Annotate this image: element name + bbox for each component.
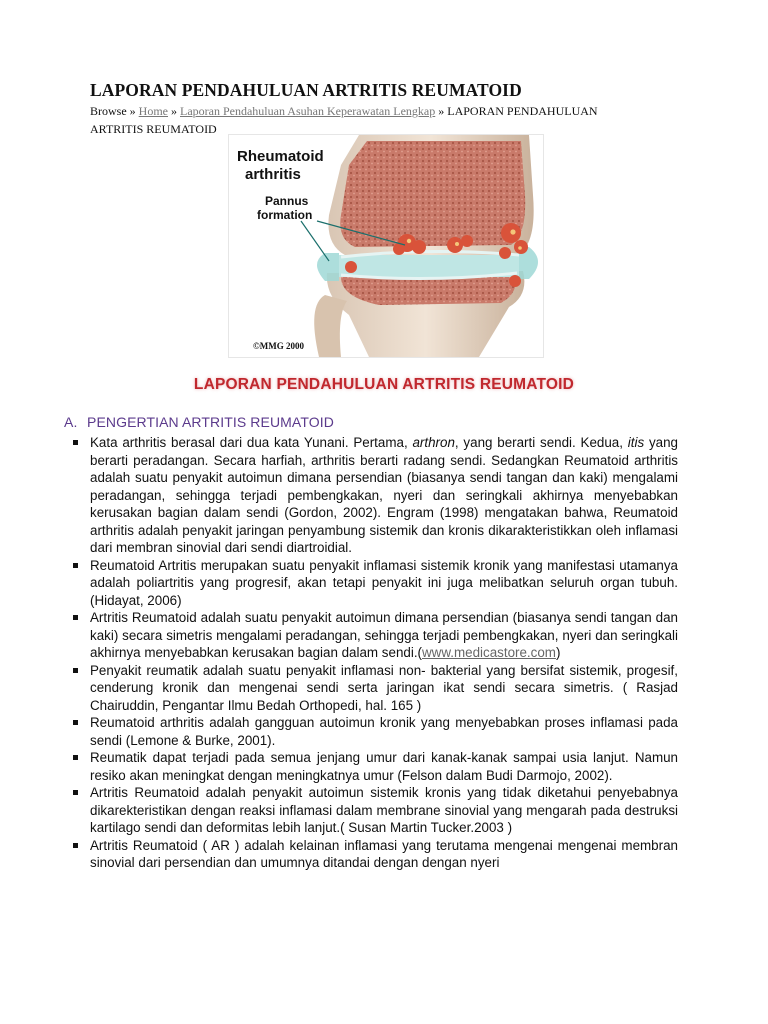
rheumatoid-arthritis-figure <box>228 134 544 358</box>
knee-joint-illustration <box>229 135 543 357</box>
femur-tissue <box>340 141 525 247</box>
list-item-emphasis: itis <box>627 435 645 450</box>
list-item <box>72 609 678 662</box>
synovial-membrane <box>317 253 339 281</box>
page-title: LAPORAN PENDAHULUAN ARTRITIS REUMATOID <box>90 80 522 100</box>
square-bullet-icon <box>73 615 78 620</box>
list-item <box>72 434 678 557</box>
list-item-text: Reumatik dapat terjadi pada semua jenjang umur dari kanak-kanak sampai usia lanjut. Namun resiko akan meningkat dengan meningkatnya umur (Felson dalam Budi Darmojo, 2002). <box>90 750 678 783</box>
square-bullet-icon <box>73 563 78 568</box>
list-item <box>72 784 678 837</box>
list-item-text: Artritis Reumatoid ( AR ) adalah kelainan inflamasi yang terutama mengenai mengenai membran sinovial dari persendian dan umumnya ditandai dengan dengan nyeri <box>90 837 678 870</box>
breadcrumb-browse: Browse <box>90 104 127 118</box>
section-heading-text: PENGERTIAN ARTRITIS REUMATOID <box>87 414 334 430</box>
square-bullet-icon <box>73 755 78 760</box>
square-bullet-icon <box>73 668 78 673</box>
medicastore-link[interactable]: www.medicastore.com <box>422 645 556 660</box>
square-bullet-icon <box>73 720 78 725</box>
joint-space <box>339 255 519 277</box>
list-item-text: Kata arthritis berasal dari dua kata Yunani. Pertama, <box>90 435 413 450</box>
breadcrumb-separator: » <box>435 104 448 118</box>
list-item-text: Artritis Reumatoid adalah penyakit autoimun sistemik kronis yang tidak diketahui penyebabnya dikarekteristikan dengan reaksi inflamasi dalam membrane sinovial yang mengarah pada destruksi kartilago sendi dan deformitas lebih lanjut.( Susan Martin Tucker.2003 ) <box>90 785 678 835</box>
document-subtitle: LAPORAN PENDAHULUAN ARTRITIS REUMATOID <box>193 376 575 393</box>
section-letter: A. <box>64 414 78 430</box>
breadcrumb-current: LAPORAN PENDAHULUAN ARTRITIS REUMATOID <box>90 104 598 136</box>
definition-list <box>72 434 678 872</box>
breadcrumb <box>90 102 650 138</box>
list-item-text: Penyakit reumatik adalah suatu penyakit inflamasi non- bakterial yang bersifat sistemik, progesif, cenderung kronik dan mengenai sendi serta jaringan ikat sendi secara simetris. ( Rasjad Chairuddin, Pengantar Ilmu Bedah Orthopedi, hal. 165 ) <box>90 662 678 713</box>
list-item <box>72 837 678 872</box>
list-item <box>72 662 678 715</box>
fibula-bone <box>314 295 347 357</box>
list-item <box>72 714 678 749</box>
figure-label-line2: formation <box>257 208 313 222</box>
figure-title-line2: arthritis <box>245 166 301 183</box>
square-bullet-icon <box>73 790 78 795</box>
list-item <box>72 749 678 784</box>
breadcrumb-home-link[interactable]: Home <box>138 104 168 118</box>
label-pointer-line <box>301 221 329 261</box>
breadcrumb-separator: » <box>126 104 139 118</box>
figure-title-line1: Rheumatoid <box>237 148 324 165</box>
list-item-text: , yang berarti sendi. Kedua, <box>454 435 628 450</box>
figure-credit: ©MMG 2000 <box>253 341 304 351</box>
list-item-text: Reumatoid Artritis merupakan suatu penyakit inflamasi sistemik kronik yang manifestasi utamanya adalah poliartritis yang progresif, akan tetapi penyakit ini juga melibatkan seluruh organ tubuh.(Hidayat, 2006) <box>90 557 678 608</box>
square-bullet-icon <box>73 843 78 848</box>
breadcrumb-category-link[interactable]: Laporan Pendahuluan Asuhan Keperawatan Lengkap <box>180 104 436 118</box>
breadcrumb-separator: » <box>168 104 180 118</box>
list-item-emphasis: arthron <box>412 435 455 450</box>
list-item-text: Reumatoid arthritis adalah gangguan autoimun kronik yang menyebabkan proses inflamasi pada sendi (Lemone & Burke, 2001). <box>90 715 678 748</box>
figure-label-line1: Pannus <box>265 194 309 208</box>
list-item-text: yang berarti peradangan. Secara harfiah, arthritis berarti radang sendi. Sedangkan Reumatoid arthritis adalah suatu penyakit autoimun dimana persendian (biasanya sendi tangan dan kaki) mengalami peradangan, sehingga terjadi pembengkakan, nyeri dan seringkali akhirnya menyebabkan kerusakan bagian dalam sendi (Gordon, 2002). Engram (1998) mengatakan bahwa, Reumatoid arthritis adalah penyakit jaringan penyambung sistemik dan kronis dikarakteristikkan oleh inflamasi dari membran sinovial dari sendi diartroidial. <box>90 435 678 555</box>
list-item-text: Artritis Reumatoid adalah suatu penyakit autoimun dimana persendian (biasanya sendi tangan dan kaki) secara simetris mengalami peradangan, sehingga terjadi pembengkakan, nyeri dan seringkali akhirnya menyebabkan kerusakan bagian dalam sendi.( <box>90 610 678 660</box>
list-item-text: ) <box>555 645 561 660</box>
list-item <box>72 557 678 610</box>
section-heading <box>64 414 334 430</box>
square-bullet-icon <box>73 440 78 445</box>
